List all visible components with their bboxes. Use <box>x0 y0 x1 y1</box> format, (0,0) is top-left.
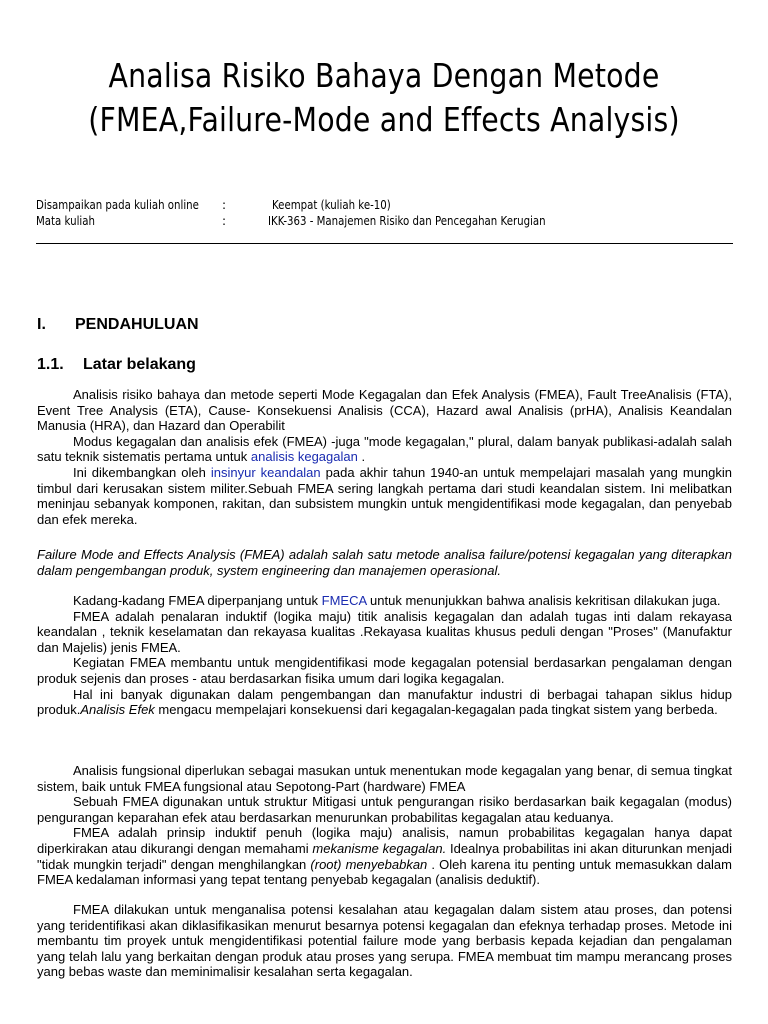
meta-value: IKK-363 - Manajemen Risiko dan Pencegahan Kerugian <box>268 214 546 228</box>
paragraph-italic: (root) menyebabkan <box>310 856 428 872</box>
paragraph: FMEA adalah penalaran induktif (logika maju) titik analisis kegagalan dan adalah tugas inti dalam rekayasa keandalan , teknik keselamatan dan rekayasa kualitas .Rekayasa kualitas khusus peduli dengan "Proses" (Manufaktur dan Majelis) jenis FMEA. <box>37 608 732 655</box>
paragraph-text: Idealnya probabilitas ini akan diturunkan menjadi "tidak mungkin terjadi" dengan menghilangkan <box>37 840 732 872</box>
meta-label: Mata kuliah <box>36 214 95 228</box>
paragraph <box>37 825 732 887</box>
divider <box>36 243 733 244</box>
paragraph-text: pada akhir tahun 1940-an untuk mempelajari masalah yang mungkin timbul dari kerusakan sistem militer.Sebuah FMEA sering langkah pertama dari studi keandalan sistem. Ini melibatkan meninjau sebanyak komponen, rakitan, dan subsistem mungkin untuk mengidentifikasi mode kegagalan, dan penyebab dan efek mereka. <box>37 464 733 527</box>
paragraph: Analisis fungsional diperlukan sebagai masukan untuk menentukan mode kegagalan yang benar, di semua tingkat sistem, baik untuk FMEA fungsional atau Sepotong-Part (hardware) FMEA <box>37 763 732 794</box>
paragraph-text: mengacu mempelajari konsekuensi dari kegagalan-kegagalan pada tingkat sistem yang berbeda. <box>154 702 718 718</box>
paragraph-text: Hal ini banyak digunakan dalam pengembangan dan manufaktur industri di berbagai tahapan siklus hidup produk. <box>37 686 732 718</box>
title-line-1: Analisa Risiko Bahaya Dengan Metode <box>108 56 660 95</box>
link-insinyur-keandalan[interactable]: insinyur keandalan <box>210 464 321 480</box>
paragraph-text: . Oleh karena itu penting untuk memasukkan dalam FMEA kedalaman informasi yang tepat tentang penyebab kegagalan (analisis deduktif). <box>37 856 732 888</box>
paragraph-text: FMEA adalah prinsip induktif penuh (logika maju) analisis, namun probabilitas kegagalan hanya dapat diperkirakan atau dikurangi dengan memahami <box>37 825 732 856</box>
paragraph <box>37 434 732 465</box>
paragraph <box>37 687 732 718</box>
section-heading <box>37 316 199 334</box>
document-title <box>20 54 748 142</box>
paragraph <box>37 593 732 609</box>
paragraph-text: untuk menunjukkan bahwa analisis kekritisan dilakukan juga. <box>366 593 721 608</box>
subsection-title: Latar belakang <box>83 356 196 373</box>
paragraph-definition: Failure Mode and Effects Analysis (FMEA) adalah salah satu metode analisa failure/potensi kegagalan yang diterapkan dalam pengembangan produk, system engineering dan manajemen operasional. <box>37 547 732 578</box>
paragraph-italic: Analisis Efek <box>80 702 155 718</box>
paragraph-group-1 <box>37 387 732 527</box>
paragraph-text: Ini dikembangkan oleh <box>73 464 211 480</box>
paragraph-italic: mekanisme kegagalan. <box>312 840 447 856</box>
subsection-heading <box>37 356 196 374</box>
paragraph: Kegiatan FMEA membantu untuk mengidentifikasi mode kegagalan potensial berdasarkan pengalaman dengan produk sejenis dan proses - atau berdasarkan fisika umum dari logika kegagalan. <box>37 655 732 686</box>
paragraph: Analisis risiko bahaya dan metode seperti Mode Kegagalan dan Efek Analysis (FMEA), Fault TreeAnalisis (FTA), Event Tree Analysis (ETA), Cause- Konsekuensi Analisis (CCA), Hazard awal Analisis (prHA), Analisis Keandalan Manusia (HRA), dan Hazard dan Operabilit <box>37 387 732 434</box>
paragraph-text: . <box>357 449 366 465</box>
link-analisis-kegagalan[interactable]: analisis kegagalan <box>250 449 358 465</box>
link-fmeca[interactable]: FMECA <box>321 593 367 608</box>
paragraph-group-2 <box>37 547 732 578</box>
paragraph <box>37 465 732 527</box>
paragraph-group-3 <box>37 593 732 718</box>
paragraph-text: Modus kegagalan dan analisis efek (FMEA) -juga "mode kegagalan," plural, dalam banyak publikasi-adalah salah satu teknik sistematis pertama untuk <box>37 433 732 465</box>
meta-colon: : <box>222 214 227 228</box>
paragraph: FMEA dilakukan untuk menganalisa potensi kesalahan atau kegagalan dalam sistem atau proses, dan potensi yang teridentifikasi akan diklasifikasikan menurut besarnya potensi kegagalan dan efeknya terhadap proses. Metode ini membantu tim proyek untuk mengidentifikasi potential failure mode yang berbasis kepada kejadian dan pengalaman yang telah lalu yang berkaitan dengan produk atau proses yang serupa. FMEA membuat tim mampu merancang proses yang bebas waste dan meminimalisir kesalahan serta kegagalan. <box>37 902 732 980</box>
section-number: I. <box>37 316 46 333</box>
meta-colon: : <box>222 198 227 212</box>
paragraph-text: Kadang-kadang FMEA diperpanjang untuk <box>73 593 322 608</box>
title-line-2: (FMEA,Failure-Mode and Effects Analysis) <box>88 100 680 139</box>
subsection-number: 1.1. <box>37 356 64 373</box>
meta-value: Keempat (kuliah ke-10) <box>272 198 391 212</box>
paragraph: Sebuah FMEA digunakan untuk struktur Mitigasi untuk pengurangan risiko berdasarkan baik kegagalan (modus) pengurangan keparahan efek atau berdasarkan menurunkan probabilitas kegagalan atau keduanya. <box>37 794 732 825</box>
section-title: PENDAHULUAN <box>75 316 199 333</box>
paragraph-group-5 <box>37 902 732 980</box>
paragraph-group-4 <box>37 763 732 888</box>
meta-label: Disampaikan pada kuliah online <box>36 198 199 212</box>
